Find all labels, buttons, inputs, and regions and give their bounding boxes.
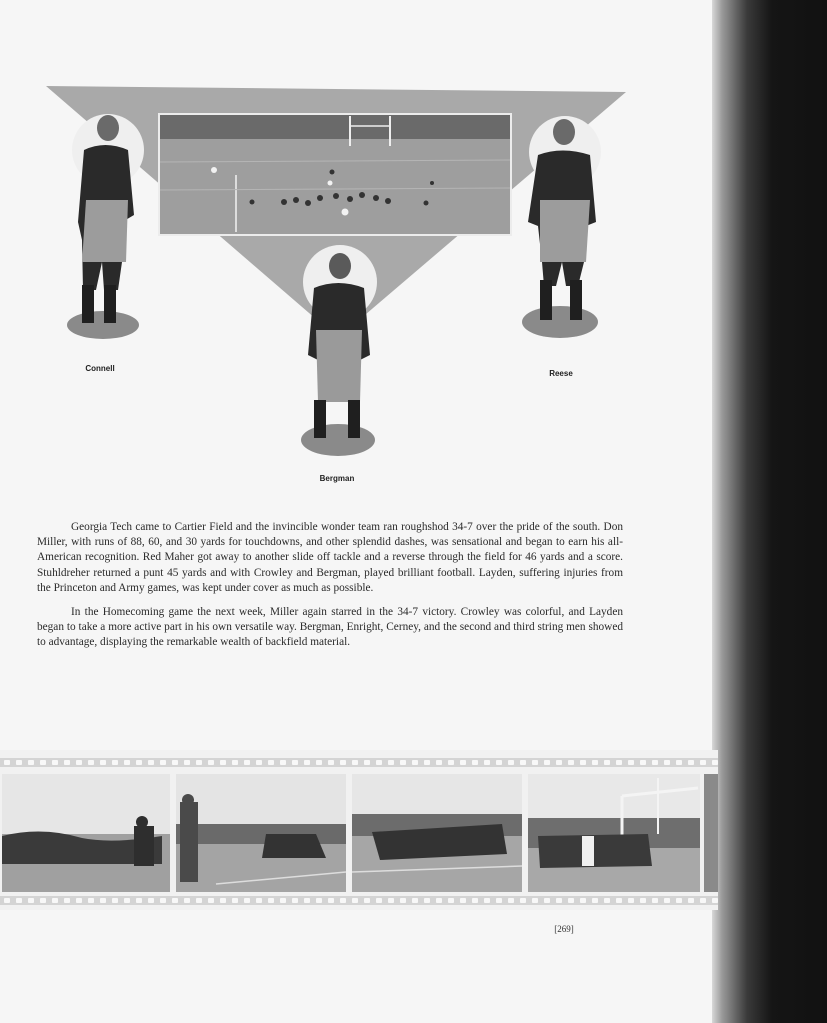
film-perforation (604, 898, 610, 903)
film-perforation (208, 760, 214, 765)
film-perforation (412, 898, 418, 903)
film-perforation (580, 898, 586, 903)
film-perforation (196, 760, 202, 765)
film-perforation (52, 898, 58, 903)
film-perforation (352, 898, 358, 903)
film-perforation (676, 760, 682, 765)
film-perforation (508, 898, 514, 903)
film-perforation (604, 760, 610, 765)
film-perforation (136, 898, 142, 903)
film-perforation (688, 898, 694, 903)
film-perforation (28, 760, 34, 765)
film-perforation (160, 898, 166, 903)
page-number: [269] (554, 924, 574, 934)
film-perforation (664, 760, 670, 765)
film-perforation (76, 898, 82, 903)
film-perforation (388, 898, 394, 903)
photo-collage (0, 0, 716, 500)
film-perforation (340, 898, 346, 903)
film-perforation (520, 898, 526, 903)
film-perforation (232, 898, 238, 903)
film-perforation (196, 898, 202, 903)
film-perforation (448, 760, 454, 765)
film-perforation (712, 898, 718, 903)
caption-connell: Connell (85, 364, 115, 373)
film-perforations-bottom (0, 896, 718, 905)
film-perforation (184, 760, 190, 765)
film-frame-2 (176, 774, 346, 892)
film-perforation (76, 760, 82, 765)
film-perforation (100, 760, 106, 765)
film-perforation (652, 760, 658, 765)
film-perforation (616, 760, 622, 765)
film-perforation (376, 760, 382, 765)
film-perforation (472, 760, 478, 765)
film-perforation (436, 898, 442, 903)
film-perforation (472, 898, 478, 903)
film-perforation (424, 898, 430, 903)
film-perforation (148, 760, 154, 765)
film-frame-3 (352, 774, 522, 892)
book-binding-shadow (712, 0, 827, 1023)
film-perforation (688, 760, 694, 765)
portrait-reese (522, 116, 601, 338)
film-perforation (88, 760, 94, 765)
film-perforation (616, 898, 622, 903)
film-perforation (256, 760, 262, 765)
film-perforation (496, 898, 502, 903)
film-perforation (64, 898, 70, 903)
field-photo (158, 113, 512, 236)
film-perforation (40, 898, 46, 903)
film-perforation (556, 898, 562, 903)
film-perforation (700, 898, 706, 903)
film-perforation (172, 898, 178, 903)
film-perforation (52, 760, 58, 765)
film-perforation (556, 760, 562, 765)
film-perforation (592, 898, 598, 903)
film-perforation (448, 898, 454, 903)
film-perforation (112, 898, 118, 903)
film-perforation (220, 760, 226, 765)
caption-bergman: Bergman (319, 474, 355, 483)
film-perforation (628, 760, 634, 765)
film-perforation (532, 760, 538, 765)
film-perforation (460, 760, 466, 765)
film-perforation (568, 760, 574, 765)
film-perforation (364, 760, 370, 765)
film-perforation (388, 760, 394, 765)
film-perforation (700, 760, 706, 765)
film-perforation (664, 898, 670, 903)
film-perforation (220, 898, 226, 903)
film-perforation (628, 898, 634, 903)
film-perforation (232, 760, 238, 765)
paragraph-2: In the Homecoming game the next week, Miller again starred in the 34-7 victory. Crowley was colorful, and Layden began to take a more active part in his own versatile way. Bergman, Enright, Cerney, and the second and third string men showed to advantage, displaying the remarkable wealth of backfield material. (37, 606, 623, 649)
film-perforation (676, 898, 682, 903)
film-perforation (244, 898, 250, 903)
film-perforation (400, 760, 406, 765)
film-perforation (280, 898, 286, 903)
film-perforation (268, 760, 274, 765)
film-perforation (640, 898, 646, 903)
film-frame-5-partial (704, 774, 718, 892)
film-perforation (652, 898, 658, 903)
film-perforation (4, 760, 10, 765)
portrait-bergman (301, 245, 377, 456)
film-frame-4 (528, 774, 700, 892)
film-perforation (280, 760, 286, 765)
film-perforation (640, 760, 646, 765)
film-strip (0, 750, 718, 910)
film-perforation (520, 760, 526, 765)
film-perforation (16, 898, 22, 903)
film-perforation (184, 898, 190, 903)
film-perforation (16, 760, 22, 765)
film-perforation (316, 760, 322, 765)
film-perforation (208, 898, 214, 903)
caption-reese: Reese (549, 369, 573, 378)
film-perforation (148, 898, 154, 903)
portrait-connell (67, 114, 144, 339)
film-perforation (4, 898, 10, 903)
film-perforation (160, 760, 166, 765)
film-perforation (100, 898, 106, 903)
film-perforation (712, 760, 718, 765)
film-perforation (484, 760, 490, 765)
film-perforation (436, 760, 442, 765)
film-perforation (40, 760, 46, 765)
film-perforation (568, 898, 574, 903)
film-perforation (484, 898, 490, 903)
film-perforation (352, 760, 358, 765)
film-frame-1 (2, 774, 170, 892)
film-perforation (532, 898, 538, 903)
film-perforation (544, 898, 550, 903)
film-perforation (340, 760, 346, 765)
film-perforation (268, 898, 274, 903)
film-perforation (580, 760, 586, 765)
film-perforation (136, 760, 142, 765)
film-perforation (592, 760, 598, 765)
film-perforation (460, 898, 466, 903)
film-perforation (124, 760, 130, 765)
film-perforation (316, 898, 322, 903)
film-perforation (412, 760, 418, 765)
film-perforation (64, 760, 70, 765)
paragraph-1: Georgia Tech came to Cartier Field and the invincible wonder team ran roughshod 34-7 over the pride of the south. Don Miller, with runs of 88, 60, and 30 yards for touchdowns, and other splendid dashes, was sensational and began to earn his all-American recognition. Red Maher got away to another slide off tackle and a reverse through the field for 46 yards and a score. Stuhldreher returned a punt 45 yards and with Crowley and Bergman, played brilliant football. Layden, suffering injuries from the Princeton and Army games, was kept under cover as much as possible. (37, 521, 623, 594)
film-perforation (544, 760, 550, 765)
film-perforation (172, 760, 178, 765)
film-perforation (88, 898, 94, 903)
film-perforations-top (0, 758, 718, 767)
film-perforation (244, 760, 250, 765)
film-perforation (364, 898, 370, 903)
film-perforation (124, 898, 130, 903)
film-perforation (508, 760, 514, 765)
film-perforation (28, 898, 34, 903)
film-perforation (400, 898, 406, 903)
film-perforation (496, 760, 502, 765)
film-perforation (292, 760, 298, 765)
article-text (37, 520, 623, 660)
film-perforation (328, 898, 334, 903)
film-perforation (424, 760, 430, 765)
film-perforation (256, 898, 262, 903)
film-perforation (304, 898, 310, 903)
film-perforation (328, 760, 334, 765)
film-perforation (304, 760, 310, 765)
film-perforation (376, 898, 382, 903)
film-perforation (112, 760, 118, 765)
film-perforation (292, 898, 298, 903)
